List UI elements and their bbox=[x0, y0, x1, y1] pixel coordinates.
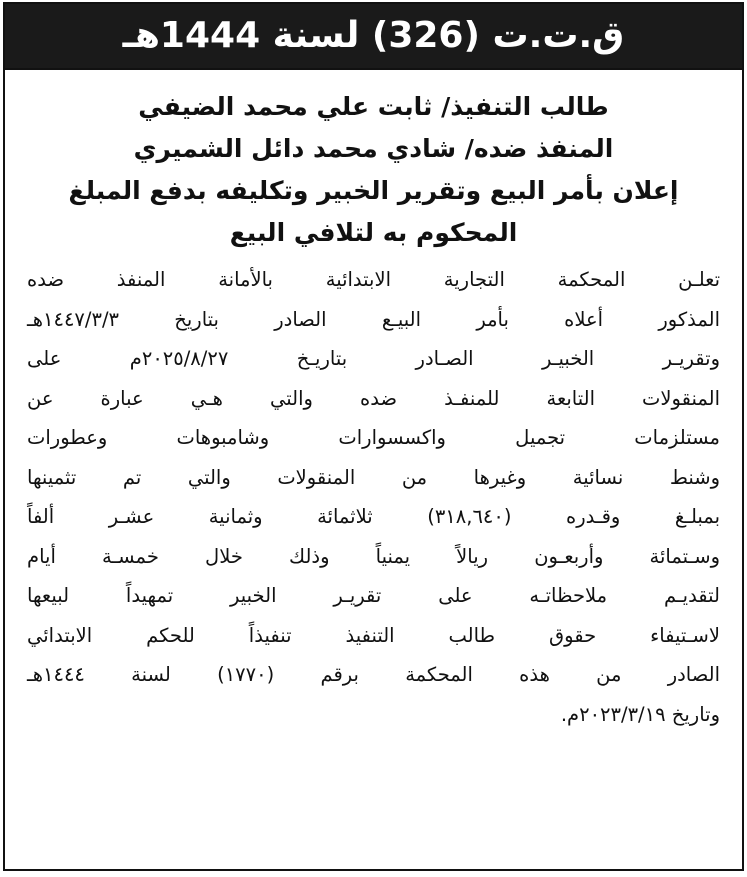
announcement-title-line-2: المحكوم به لتلافي البيع bbox=[229, 218, 518, 247]
body-line: لتقديـم ملاحظاتـه على تقريـر الخبير تمهيداً لبيعها bbox=[27, 584, 720, 607]
body-line: وسـتمائة وأربعـون ريالاً يمنياً وذلك خلال خمسـة أيام bbox=[27, 544, 720, 568]
body-line: المنقولات التابعة للمنفـذ ضده والتي هـي عبارة عن bbox=[27, 386, 720, 410]
body-line: بمبلـغ وقـدره (٣١٨,٦٤٠) ثلاثمائة وثمانية عشـر ألفاً bbox=[27, 505, 720, 528]
execution-requester-line: طالب التنفيذ/ ثابت علي محمد الضيفي bbox=[138, 92, 609, 121]
notice-headings bbox=[5, 70, 742, 254]
notice-header-bar bbox=[5, 4, 742, 70]
court-notice bbox=[3, 2, 744, 871]
body-line: وتقريـر الخبيـر الصـادر بتاريـخ ٢٠٢٥/٨/٢٧م على bbox=[27, 347, 720, 370]
body-line: وتاريخ ٢٠٢٣/٣/١٩م. bbox=[560, 702, 720, 726]
body-line: مستلزمات تجميل واكسسوارات وشامبوهات وعطورات bbox=[27, 426, 720, 449]
announcement-title-line-1: إعلان بأمر البيع وتقرير الخبير وتكليفه بدفع المبلغ bbox=[68, 176, 679, 205]
body-line: تعلـن المحكمة التجارية الابتدائية بالأمانة المنفذ ضده bbox=[27, 268, 720, 291]
body-line: لاسـتيفاء حقوق طالب التنفيذ تنفيذاً للحكم الابتدائي bbox=[27, 623, 720, 647]
body-line: وشنط نسائية وغيرها من المنقولات والتي تم تثمينها bbox=[27, 465, 720, 489]
executed-against-line: المنفذ ضده/ شادي محمد دائل الشميري bbox=[133, 134, 614, 163]
notice-body bbox=[5, 254, 742, 734]
case-number-title: ق.ت.ت (326) لسنة 1444هـ bbox=[122, 15, 625, 56]
body-line: الصادر من هذه المحكمة برقم (١٧٧٠) لسنة ١٤٤٤هـ bbox=[27, 663, 721, 686]
body-line: المذكور أعلاه بأمر البيـع الصادر بتاريخ ١٤٤٧/٣/٣هـ bbox=[27, 307, 720, 331]
